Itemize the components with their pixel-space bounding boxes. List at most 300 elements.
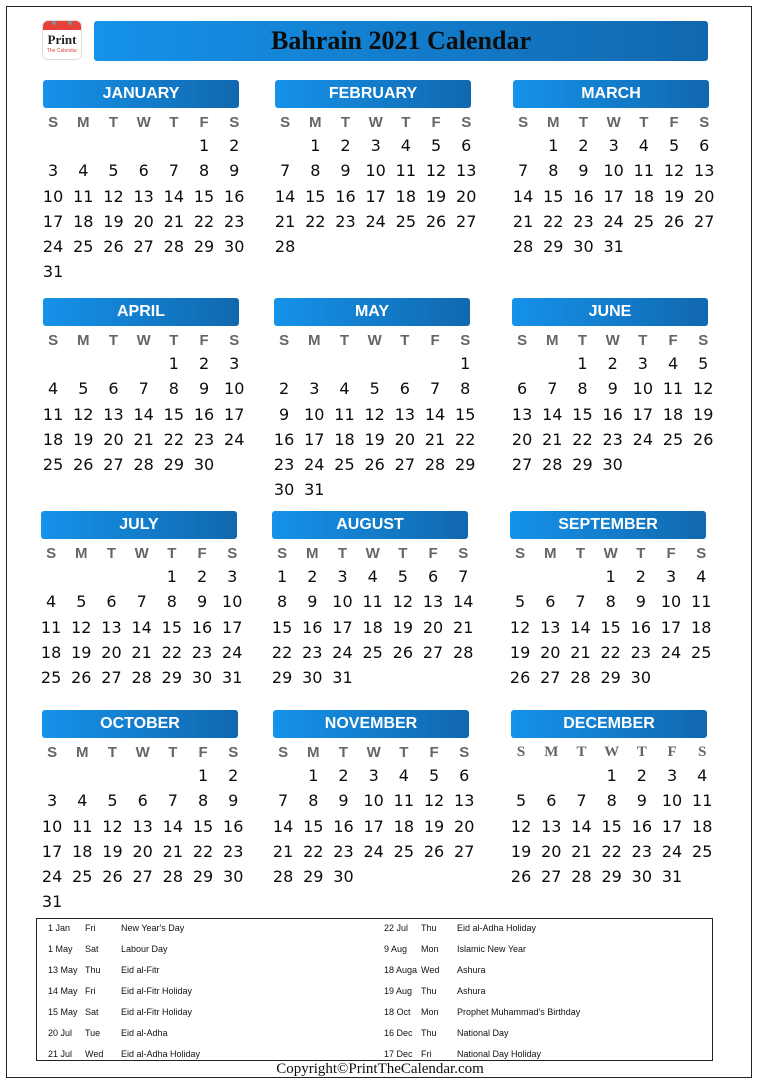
weekday-header-row [506, 743, 707, 762]
weekday-label: M [76, 744, 89, 761]
day-cell: 24 [365, 211, 386, 231]
day-cell: 8 [197, 791, 209, 811]
day-grid [267, 564, 474, 690]
day-cell: 13 [456, 161, 477, 181]
day-cell: 18 [42, 429, 64, 449]
day-cell: 18 [334, 429, 355, 449]
day-cell: 17 [632, 404, 654, 424]
day-cell: 16 [630, 617, 652, 637]
day-grid [507, 351, 714, 477]
day-cell: 3 [608, 136, 619, 155]
day-cell: 2 [635, 567, 646, 586]
day-cell: 29 [303, 867, 324, 887]
day-cell: 14 [274, 186, 296, 206]
day-cell: 3 [665, 567, 677, 586]
day-cell: 23 [333, 841, 354, 861]
day-cell: 19 [103, 211, 124, 231]
day-cell: 18 [692, 816, 713, 836]
weekday-label: M [307, 744, 320, 761]
day-cell: 16 [335, 186, 356, 206]
day-cell: 4 [667, 354, 679, 373]
day-cell: 20 [394, 429, 416, 449]
day-cell: 4 [696, 567, 707, 586]
day-cell: 26 [103, 237, 124, 257]
day-cell: 28 [453, 642, 474, 662]
day-cell: 19 [364, 429, 385, 449]
day-cell: 11 [662, 379, 684, 399]
day-cell: 12 [663, 161, 685, 181]
weekday-label: T [636, 744, 647, 760]
day-cell: 20 [541, 841, 562, 861]
weekday-header-row [268, 743, 469, 762]
day-cell: 31 [332, 668, 353, 688]
day-cell: 28 [133, 455, 154, 475]
day-cell: 25 [691, 642, 712, 662]
weekday-label: F [428, 545, 438, 562]
day-cell: 29 [192, 867, 214, 887]
day-cell: 19 [102, 841, 123, 861]
day-cell: 30 [223, 867, 244, 887]
weekday-label: S [458, 545, 469, 562]
day-grid [505, 564, 712, 690]
empty-cell [129, 351, 159, 376]
holiday-name: Eid al-Fitr Holiday [121, 986, 193, 996]
day-cell: 5 [668, 136, 680, 155]
day-cell: 15 [271, 617, 293, 637]
day-cell: 22 [601, 841, 622, 861]
day-cell: 11 [42, 404, 64, 424]
weekday-label: S [461, 114, 472, 131]
day-cell: 27 [694, 211, 715, 231]
day-cell: 2 [307, 567, 318, 586]
holiday-date: 22 Jul [384, 923, 409, 933]
weekday-label: W [366, 744, 381, 761]
day-cell: 13 [422, 592, 444, 612]
weekday-label: S [228, 744, 239, 761]
day-cell: 4 [638, 136, 649, 155]
holiday-day: Sat [85, 1007, 99, 1017]
day-cell: 30 [333, 867, 354, 887]
weekday-label: M [306, 545, 319, 562]
day-cell: 31 [42, 262, 64, 282]
empty-cell [129, 133, 159, 158]
day-cell: 5 [698, 354, 709, 373]
day-grid [506, 763, 713, 889]
weekday-label: T [108, 332, 119, 349]
day-cell: 7 [167, 791, 178, 811]
title-banner [94, 21, 708, 61]
day-cell: 29 [271, 668, 293, 688]
holiday-date: 21 Jul [48, 1049, 73, 1059]
day-cell: 23 [631, 841, 653, 861]
day-cell: 8 [308, 791, 319, 811]
day-cell: 9 [279, 404, 290, 424]
empty-cell [536, 763, 566, 788]
holiday-day: Thu [421, 1028, 437, 1038]
day-cell: 21 [542, 429, 563, 449]
day-cell: 29 [601, 867, 622, 887]
day-cell: 25 [633, 211, 655, 231]
weekday-header-row [507, 331, 708, 350]
day-cell: 27 [454, 841, 475, 861]
day-cell: 2 [229, 136, 240, 155]
day-cell: 12 [510, 816, 532, 836]
day-cell: 13 [541, 816, 562, 836]
day-cell: 13 [132, 816, 153, 836]
weekday-label: F [430, 332, 440, 349]
day-cell: 29 [543, 237, 564, 257]
day-cell: 21 [131, 642, 152, 662]
print-the-calendar-logo[interactable] [42, 20, 82, 60]
day-cell: 20 [101, 642, 122, 662]
weekday-label: M [75, 545, 88, 562]
day-cell: 24 [332, 642, 353, 662]
weekday-label: T [339, 332, 350, 349]
holiday-date: 19 Aug [384, 986, 413, 996]
day-cell: 30 [573, 237, 594, 257]
empty-cell [128, 763, 158, 788]
weekday-label: S [280, 114, 291, 131]
day-cell: 13 [101, 617, 122, 637]
weekday-label: T [338, 744, 349, 761]
day-cell: 20 [132, 841, 153, 861]
day-cell: 15 [303, 816, 324, 836]
day-cell: 17 [222, 617, 243, 637]
holiday-day: Wed [85, 1049, 104, 1059]
day-cell: 1 [577, 354, 588, 373]
empty-cell [68, 133, 98, 158]
day-cell: 17 [304, 429, 325, 449]
day-cell: 28 [163, 237, 185, 257]
month-november [272, 710, 475, 889]
day-cell: 23 [573, 211, 594, 231]
day-cell: 22 [455, 429, 476, 449]
day-cell: 27 [101, 668, 122, 688]
weekday-header-row [270, 113, 471, 132]
day-cell: 13 [694, 161, 715, 181]
day-cell: 10 [222, 592, 243, 612]
weekday-label: W [134, 545, 149, 562]
day-cell: 22 [193, 211, 215, 231]
day-cell: 15 [161, 617, 183, 637]
day-cell: 10 [632, 379, 654, 399]
day-cell: 26 [392, 642, 414, 662]
day-cell: 4 [46, 592, 57, 612]
day-cell: 19 [510, 841, 532, 861]
weekday-header-row [269, 331, 470, 350]
holiday-date: 13 May [48, 965, 78, 975]
day-cell: 21 [133, 429, 154, 449]
day-cell: 21 [163, 211, 185, 231]
day-cell: 16 [631, 816, 653, 836]
weekday-label: M [546, 332, 559, 349]
day-cell: 5 [428, 766, 440, 785]
day-cell: 7 [136, 592, 147, 612]
day-cell: 3 [309, 379, 320, 399]
day-cell: 24 [222, 642, 243, 662]
weekday-label: T [576, 744, 587, 760]
day-cell: 25 [72, 867, 93, 887]
empty-cell [37, 763, 67, 788]
weekday-label: S [46, 545, 57, 562]
day-cell: 12 [103, 186, 124, 206]
day-cell: 8 [577, 379, 588, 399]
calendar-rings-icon [43, 21, 81, 30]
day-cell: 11 [72, 816, 93, 836]
day-cell: 22 [303, 841, 324, 861]
day-cell: 16 [193, 404, 215, 424]
day-cell: 28 [162, 867, 184, 887]
day-cell: 25 [393, 841, 415, 861]
empty-cell [508, 133, 538, 158]
empty-cell [329, 351, 359, 376]
month-february [274, 80, 477, 259]
empty-cell [507, 351, 537, 376]
day-cell: 15 [543, 186, 564, 206]
day-cell: 27 [394, 455, 416, 475]
weekday-header-row [508, 113, 709, 132]
day-cell: 19 [663, 186, 685, 206]
day-cell: 13 [133, 186, 154, 206]
day-cell: 2 [578, 136, 589, 155]
weekday-label: F [668, 332, 678, 349]
day-cell: 9 [607, 379, 618, 399]
weekday-label: F [429, 744, 439, 761]
day-cell: 13 [540, 617, 561, 637]
day-cell: 4 [78, 161, 89, 181]
day-cell: 6 [546, 791, 557, 811]
day-cell: 7 [278, 791, 289, 811]
day-cell: 9 [636, 791, 647, 811]
holiday-date: 1 May [48, 944, 73, 954]
day-cell: 3 [637, 354, 648, 373]
copyright: Copyright©PrintTheCalendar.com [276, 1061, 484, 1077]
day-cell: 25 [395, 211, 417, 231]
day-cell: 9 [196, 592, 208, 612]
holiday-day: Sat [85, 944, 99, 954]
holiday-name: National Day Holiday [457, 1049, 542, 1059]
day-cell: 19 [693, 404, 714, 424]
empty-cell [360, 351, 390, 376]
day-cell: 27 [456, 211, 477, 231]
day-cell: 2 [198, 354, 210, 373]
day-cell: 10 [365, 161, 386, 181]
day-cell: 15 [163, 404, 185, 424]
day-cell: 18 [395, 186, 417, 206]
empty-cell [98, 351, 128, 376]
day-cell: 20 [511, 429, 533, 449]
day-cell: 1 [605, 567, 616, 586]
holiday-name: Islamic New Year [457, 944, 527, 954]
weekday-label: W [368, 114, 383, 131]
weekday-label: T [108, 114, 119, 131]
day-cell: 18 [72, 841, 93, 861]
empty-cell [506, 763, 536, 788]
day-cell: 14 [272, 816, 294, 836]
day-cell: 13 [103, 404, 124, 424]
day-cell: 22 [572, 429, 593, 449]
weekday-label: W [135, 744, 150, 761]
weekday-label: T [639, 114, 649, 131]
month-header: FEBRUARY [275, 80, 471, 108]
weekday-label: M [77, 114, 90, 131]
empty-cell [127, 564, 157, 589]
day-cell: 5 [76, 592, 87, 612]
weekday-label: F [198, 744, 208, 761]
day-cell: 1 [166, 567, 177, 586]
empty-cell [158, 763, 188, 788]
day-cell: 16 [573, 186, 594, 206]
weekday-label: W [604, 744, 620, 760]
day-cell: 26 [423, 841, 445, 861]
weekday-label: T [337, 545, 348, 562]
day-cell: 29 [455, 455, 476, 475]
day-cell: 18 [633, 186, 655, 206]
day-cell: 13 [394, 404, 416, 424]
day-cell: 15 [305, 186, 326, 206]
day-cell: 16 [273, 429, 295, 449]
day-cell: 10 [42, 186, 64, 206]
day-cell: 30 [631, 867, 653, 887]
day-cell: 3 [229, 354, 240, 373]
day-cell: 29 [163, 455, 185, 475]
day-cell: 12 [102, 816, 123, 836]
day-cell: 22 [305, 211, 326, 231]
empty-cell [67, 763, 97, 788]
day-cell: 14 [571, 816, 592, 836]
holiday-day: Mon [421, 1007, 439, 1017]
day-cell: 26 [425, 211, 447, 231]
day-cell: 20 [103, 429, 124, 449]
holiday-name: National Day [457, 1028, 509, 1038]
month-header: OCTOBER [42, 710, 238, 738]
day-cell: 11 [334, 404, 355, 424]
holiday-name: Eid al-Adha Holiday [121, 1049, 201, 1059]
day-cell: 11 [691, 592, 712, 612]
holiday-name: New Year's Day [121, 923, 185, 933]
day-cell: 30 [224, 237, 245, 257]
day-cell: 3 [47, 791, 58, 811]
day-cell: 11 [633, 161, 655, 181]
logo-subtext: The Calendar [46, 48, 78, 54]
day-grid [38, 351, 245, 477]
day-grid [508, 133, 715, 259]
day-cell: 23 [302, 642, 323, 662]
day-cell: 8 [606, 791, 617, 811]
day-cell: 5 [430, 136, 442, 155]
holiday-date: 20 Jul [48, 1028, 73, 1038]
day-cell: 1 [168, 354, 179, 373]
empty-cell [565, 564, 595, 589]
day-cell: 6 [461, 136, 472, 155]
day-cell: 8 [460, 379, 471, 399]
weekday-label: S [229, 114, 240, 131]
day-cell: 24 [42, 237, 64, 257]
day-cell: 24 [632, 429, 654, 449]
holiday-day: Fri [85, 986, 96, 996]
weekday-label: M [77, 332, 90, 349]
day-cell: 4 [398, 766, 409, 785]
weekday-label: M [544, 744, 559, 760]
weekday-label: T [340, 114, 351, 131]
day-cell: 6 [459, 766, 470, 785]
holiday-name: Eid al-Adha [121, 1028, 168, 1038]
day-cell: 10 [304, 404, 325, 424]
day-cell: 2 [279, 379, 290, 399]
day-cell: 15 [572, 404, 593, 424]
day-cell: 24 [660, 642, 682, 662]
day-cell: 30 [302, 668, 323, 688]
day-cell: 22 [161, 642, 183, 662]
day-cell: 17 [42, 211, 64, 231]
day-cell: 15 [455, 404, 476, 424]
weekday-label: T [107, 744, 118, 761]
day-cell: 7 [576, 791, 587, 811]
day-cell: 6 [137, 791, 148, 811]
day-cell: 14 [424, 404, 446, 424]
day-cell: 8 [548, 161, 559, 181]
day-cell: 21 [570, 642, 591, 662]
day-cell: 10 [661, 791, 683, 811]
day-cell: 14 [453, 592, 474, 612]
weekday-label: M [308, 332, 321, 349]
empty-cell [66, 564, 96, 589]
day-cell: 20 [456, 186, 477, 206]
weekday-label: T [636, 545, 646, 562]
day-cell: 18 [40, 642, 62, 662]
day-cell: 6 [138, 161, 149, 181]
day-cell: 22 [192, 841, 214, 861]
day-cell: 1 [548, 136, 559, 155]
weekday-label: S [699, 114, 710, 131]
holiday-day: Fri [85, 923, 96, 933]
day-cell: 8 [277, 592, 288, 612]
day-cell: 14 [542, 404, 563, 424]
day-cell: 1 [197, 766, 209, 785]
empty-cell [535, 564, 565, 589]
weekday-label: S [47, 744, 58, 761]
day-cell: 11 [395, 161, 417, 181]
day-cell: 30 [191, 668, 213, 688]
day-cell: 29 [161, 668, 183, 688]
day-cell: 19 [73, 429, 94, 449]
weekday-label: T [167, 545, 177, 562]
weekday-label: T [168, 744, 178, 761]
day-cell: 23 [224, 211, 245, 231]
holiday-day: Fri [421, 1049, 432, 1059]
day-cell: 9 [228, 791, 239, 811]
page-title: Bahrain 2021 Calendar [270, 26, 532, 55]
weekday-label: W [367, 332, 382, 349]
holiday-name: Eid al-Adha Holiday [457, 923, 537, 933]
day-cell: 23 [335, 211, 356, 231]
month-june [511, 298, 714, 477]
day-cell: 16 [302, 617, 323, 637]
weekday-label: S [460, 332, 471, 349]
day-cell: 24 [603, 211, 624, 231]
day-cell: 12 [392, 592, 414, 612]
day-cell: 15 [601, 816, 622, 836]
day-cell: 21 [424, 429, 446, 449]
empty-cell [299, 351, 329, 376]
day-cell: 2 [607, 354, 618, 373]
weekday-label: S [278, 744, 289, 761]
weekday-label: S [48, 114, 59, 131]
day-cell: 17 [603, 186, 624, 206]
holiday-day: Mon [421, 944, 439, 954]
weekday-label: T [169, 332, 179, 349]
day-cell: 25 [662, 429, 684, 449]
